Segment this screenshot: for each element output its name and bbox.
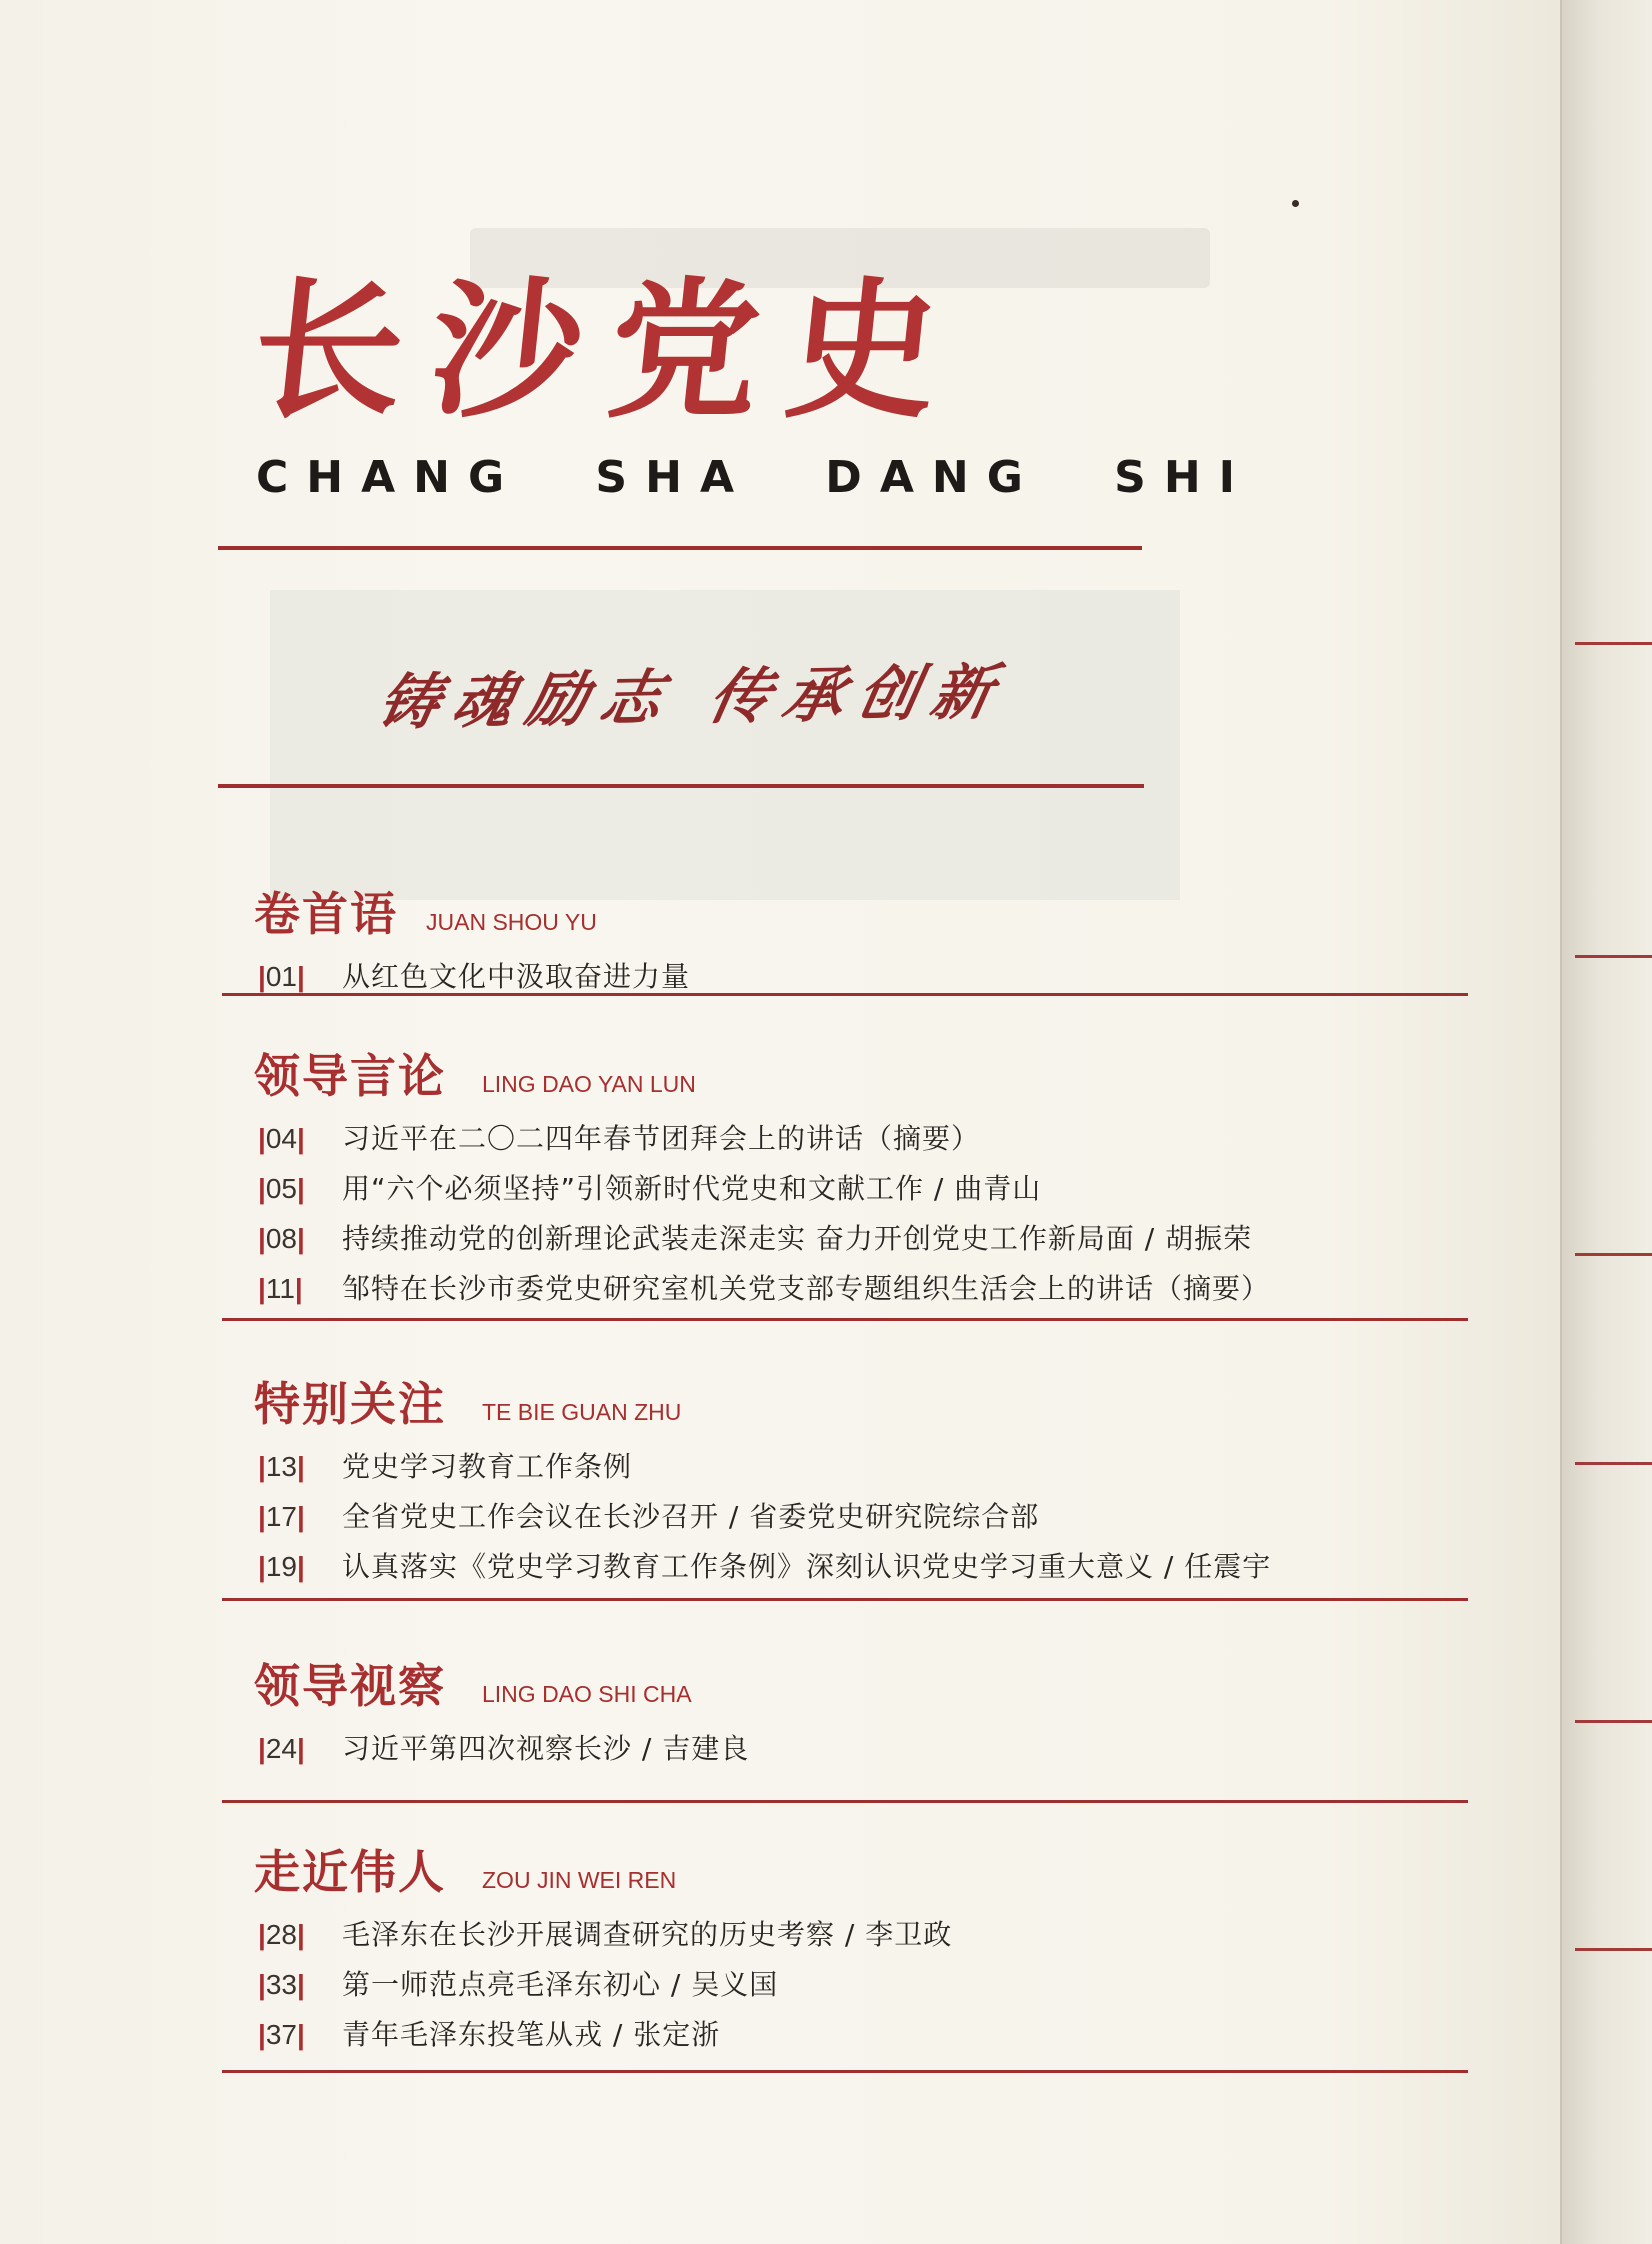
- page-number-value: 33: [265, 1969, 297, 2000]
- section-divider: [222, 1800, 1468, 1803]
- section-title: 领导视察: [254, 1659, 446, 1713]
- page-number-value: 37: [265, 2019, 297, 2050]
- toc-entry[interactable]: [254, 1214, 1464, 1264]
- edge-rule: [1575, 955, 1652, 958]
- number-bracket: |: [297, 1733, 305, 1764]
- entry-title: 党史学习教育工作条例: [342, 1450, 633, 1483]
- entry-list: [254, 1724, 1464, 1774]
- entry-title: 毛泽东在长沙开展调查研究的历史考察 / 李卫政: [342, 1918, 953, 1951]
- masthead-rule: [218, 546, 1142, 550]
- number-bracket: |: [294, 1273, 303, 1304]
- entry-title: 从红色文化中汲取奋进力量: [342, 960, 691, 993]
- toc-entry[interactable]: [254, 1542, 1464, 1592]
- number-bracket: |: [297, 1451, 305, 1482]
- number-bracket: |: [297, 1551, 305, 1582]
- speck: [1292, 200, 1299, 207]
- number-bracket: |: [258, 1123, 266, 1154]
- section-header: [254, 878, 1464, 944]
- number-bracket: |: [258, 1273, 266, 1304]
- edge-rule: [1575, 1253, 1652, 1256]
- section-divider: [222, 993, 1468, 996]
- section-header: [254, 1040, 1464, 1106]
- page-number: [254, 1114, 342, 1164]
- page-number: [254, 1910, 342, 1960]
- toc-entry[interactable]: [254, 1264, 1464, 1314]
- number-bracket: |: [258, 1223, 266, 1254]
- toc-section: [254, 1836, 1464, 2060]
- entry-title: 全省党史工作会议在长沙召开 / 省委党史研究院综合部: [342, 1500, 1040, 1533]
- page-number: [254, 1542, 342, 1592]
- page-number: [254, 1960, 342, 2010]
- edge-rule: [1575, 1720, 1652, 1723]
- page-number-value: 01: [265, 961, 297, 992]
- section-divider: [222, 1318, 1468, 1321]
- toc-entry[interactable]: [254, 2010, 1464, 2060]
- edge-rule: [1575, 1462, 1652, 1465]
- facing-page-edge: [1560, 0, 1652, 2244]
- number-bracket: |: [258, 961, 266, 992]
- number-bracket: |: [258, 2019, 266, 2050]
- toc-section: [254, 1650, 1464, 1774]
- bottom-rule: [222, 2070, 1468, 2073]
- section-header: [254, 1368, 1464, 1434]
- page-number: [254, 2010, 342, 2060]
- number-bracket: |: [258, 1451, 266, 1482]
- page-number: [254, 1442, 342, 1492]
- entry-title: 用“六个必须坚持”引领新时代党史和文献工作 / 曲青山: [342, 1172, 1042, 1205]
- section-pinyin: LING DAO SHI CHA: [482, 1681, 692, 1707]
- entry-title: 习近平在二〇二四年春节团拜会上的讲话（摘要）: [342, 1122, 981, 1155]
- page-number: [254, 1264, 342, 1314]
- toc-entry[interactable]: [254, 1442, 1464, 1492]
- page-number: [254, 1164, 342, 1214]
- section-pinyin: ZOU JIN WEI REN: [482, 1867, 677, 1893]
- number-bracket: |: [297, 1501, 305, 1532]
- page-number-value: 28: [265, 1919, 297, 1950]
- section-header: [254, 1650, 1464, 1716]
- toc-section: [254, 878, 1464, 1002]
- number-bracket: |: [297, 1969, 305, 2000]
- page-number-value: 05: [265, 1173, 297, 1204]
- toc-entry[interactable]: [254, 1492, 1464, 1542]
- entry-title: 习近平第四次视察长沙 / 吉建良: [342, 1732, 750, 1765]
- number-bracket: |: [258, 1551, 266, 1582]
- edge-rule: [1575, 642, 1652, 645]
- entry-title: 第一师范点亮毛泽东初心 / 吴义国: [342, 1968, 779, 2001]
- slogan: 铸魂励志 传承创新: [372, 657, 1013, 739]
- toc-section: [254, 1368, 1464, 1592]
- section-pinyin: LING DAO YAN LUN: [482, 1071, 696, 1097]
- page-number: [254, 1492, 342, 1542]
- page-number-value: 04: [265, 1123, 297, 1154]
- number-bracket: |: [258, 1919, 266, 1950]
- entry-title: 邹特在长沙市委党史研究室机关党支部专题组织生活会上的讲话（摘要）: [342, 1272, 1271, 1305]
- number-bracket: |: [258, 1501, 266, 1532]
- section-title: 走近伟人: [254, 1845, 446, 1899]
- number-bracket: |: [258, 1733, 266, 1764]
- toc-entry[interactable]: [254, 1164, 1464, 1214]
- number-bracket: |: [258, 1969, 266, 2000]
- number-bracket: |: [297, 1919, 305, 1950]
- entry-list: [254, 1442, 1464, 1592]
- section-pinyin: JUAN SHOU YU: [426, 909, 597, 935]
- section-title: 卷首语: [254, 887, 398, 941]
- section-title: 领导言论: [254, 1049, 446, 1103]
- entry-title: 认真落实《党史学习教育工作条例》深刻认识党史学习重大意义 / 任震宇: [342, 1550, 1272, 1583]
- masthead-title: 长沙党史: [244, 263, 975, 439]
- toc-entry[interactable]: [254, 1960, 1464, 2010]
- page-number-value: 24: [265, 1733, 297, 1764]
- page-number-value: 17: [265, 1501, 297, 1532]
- section-pinyin: TE BIE GUAN ZHU: [482, 1399, 682, 1425]
- section-header: [254, 1836, 1464, 1902]
- page-number: [254, 1724, 342, 1774]
- number-bracket: |: [297, 1123, 305, 1154]
- page-number-value: 11: [265, 1273, 295, 1304]
- section-divider: [222, 1598, 1468, 1601]
- toc-section: [254, 1040, 1464, 1314]
- number-bracket: |: [258, 1173, 266, 1204]
- masthead-pinyin: CHANG SHA DANG SHI: [256, 452, 1254, 503]
- page-number-value: 19: [265, 1551, 297, 1582]
- entry-title: 青年毛泽东投笔从戎 / 张定浙: [342, 2018, 721, 2051]
- toc-entry[interactable]: [254, 1910, 1464, 1960]
- page-number-value: 13: [265, 1451, 297, 1482]
- entry-title: 持续推动党的创新理论武装走深走实 奋力开创党史工作新局面 / 胡振荣: [342, 1222, 1253, 1255]
- print-through-shade: [270, 590, 1180, 900]
- entry-list: [254, 1114, 1464, 1314]
- toc-entry[interactable]: [254, 1724, 1464, 1774]
- number-bracket: |: [297, 2019, 305, 2050]
- page-number-value: 08: [265, 1223, 297, 1254]
- entry-list: [254, 1910, 1464, 2060]
- number-bracket: |: [297, 1173, 305, 1204]
- number-bracket: |: [297, 961, 305, 992]
- slogan-rule: [218, 784, 1144, 788]
- page-number: [254, 1214, 342, 1264]
- edge-rule: [1575, 1948, 1652, 1951]
- section-title: 特别关注: [254, 1377, 446, 1431]
- number-bracket: |: [297, 1223, 305, 1254]
- toc-entry[interactable]: [254, 1114, 1464, 1164]
